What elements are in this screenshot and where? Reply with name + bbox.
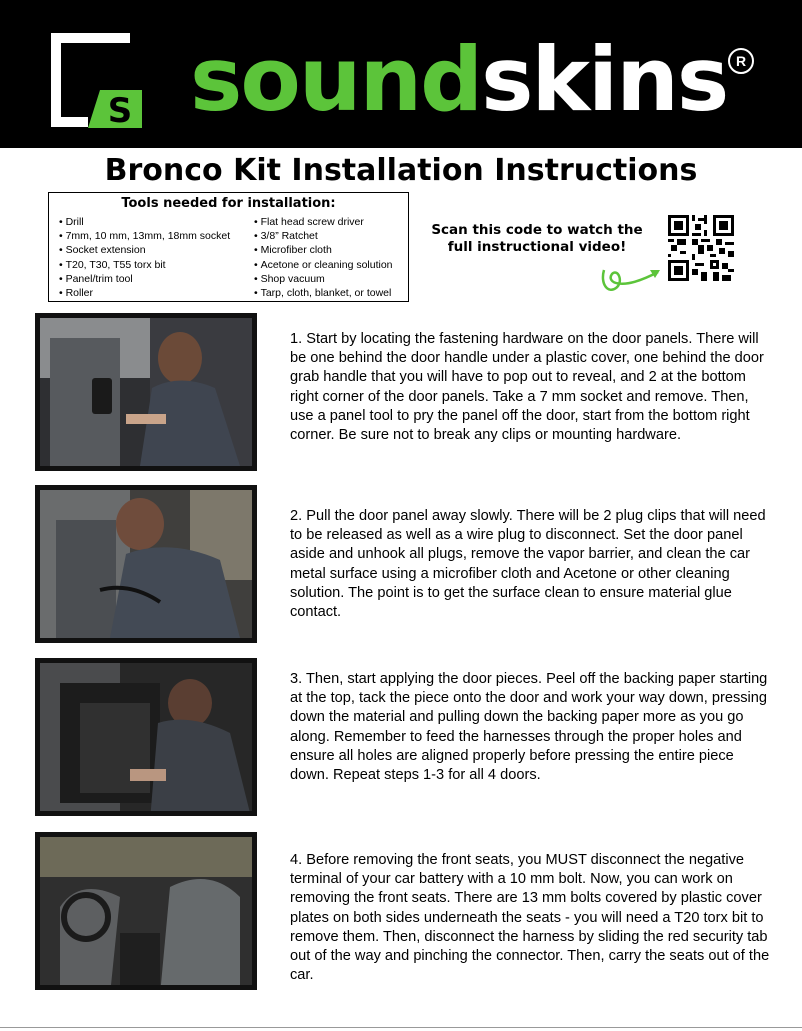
step-1-text: 1. Start by locating the fastening hardware on the door panels. There will be one behind the door handle under a plastic cover, one behind the door grab handle that you will have to pop out to reveal, and 2 at the bottom right corner of the door panels. Take a 7 mm socket and remove. Then, use a panel tool to pry the panel off the door, start from the bottom right corner. Be sure not to break any clips or mounting hardware. (290, 331, 764, 444)
header-banner (0, 0, 802, 148)
tool-item: • Tarp, cloth, blanket, or towel (254, 286, 393, 300)
tool-item: • Roller (59, 286, 230, 300)
tool-item: • T20, T30, T55 torx bit (59, 258, 230, 272)
scan-instruction: Scan this code to watch the full instructional video! (431, 222, 643, 255)
step-2-photo (35, 485, 257, 643)
tools-list-left (59, 215, 230, 300)
tool-item: • Panel/trim tool (59, 272, 230, 286)
swirl-arrow-icon (598, 258, 664, 298)
qr-code-icon[interactable] (668, 215, 734, 281)
tool-item: • 7mm, 10 mm, 13mm, 18mm socket (59, 229, 230, 243)
step-1-photo (35, 313, 257, 471)
tools-heading: Tools needed for installation: (121, 196, 336, 211)
brand-name-skins: skins (481, 28, 728, 131)
step-3-photo (35, 658, 257, 816)
step-3-text: 3. Then, start applying the door pieces. Peel off the backing paper starting at the top, tack the piece onto the door and work your way down, pressing down the material and pulling down the backing paper more as you go along. Remember to feed the harnesses through the proper holes and ensure all holes are aligned properly before pressing the entire piece down. Repeat steps 1-3 for all 4 doors. (290, 671, 768, 784)
step-2-text: 2. Pull the door panel away slowly. There will be 2 plug clips that will need to be released as well as a wire plug to disconnect. Set the door panel aside and unhook all plugs, remove the vapor barrier, and clean the car metal surface using a microfiber cloth and Acetone or other cleaning solution. The point is to get the surface clean to ensure material glue contact. (290, 508, 766, 621)
tools-list-right (254, 215, 393, 300)
brand-name-sound: sound (190, 28, 482, 131)
tool-item: • Socket extension (59, 243, 230, 257)
page-bottom-rule (0, 1027, 802, 1028)
tool-item: • Microfiber cloth (254, 243, 393, 257)
logo-mark-letter: S (107, 91, 133, 128)
tool-item: • Drill (59, 215, 230, 229)
brand-wordmark (190, 28, 728, 131)
tool-item: • Shop vacuum (254, 272, 393, 286)
step-4-photo (35, 832, 257, 990)
tools-box (48, 192, 409, 302)
tool-item: • Acetone or cleaning solution (254, 258, 393, 272)
tool-item: • Flat head screw driver (254, 215, 393, 229)
tool-item: • 3/8” Ratchet (254, 229, 393, 243)
registered-mark: R (728, 48, 754, 74)
page-title: Bronco Kit Installation Instructions (104, 153, 698, 188)
step-4-text: 4. Before removing the front seats, you MUST disconnect the negative terminal of your car battery with a 10 mm bolt. Now, you can work on removing the front seats. There are 13 mm bolts covered by plastic cover plates on both sides underneath the seats - you will need a T20 torx bit to remove them. Then, disconnect the harness by sliding the red security tab out of the way and pinching the connector. Then, carry the seats out of the car. (290, 852, 770, 984)
soundskins-logo-icon (48, 32, 144, 128)
